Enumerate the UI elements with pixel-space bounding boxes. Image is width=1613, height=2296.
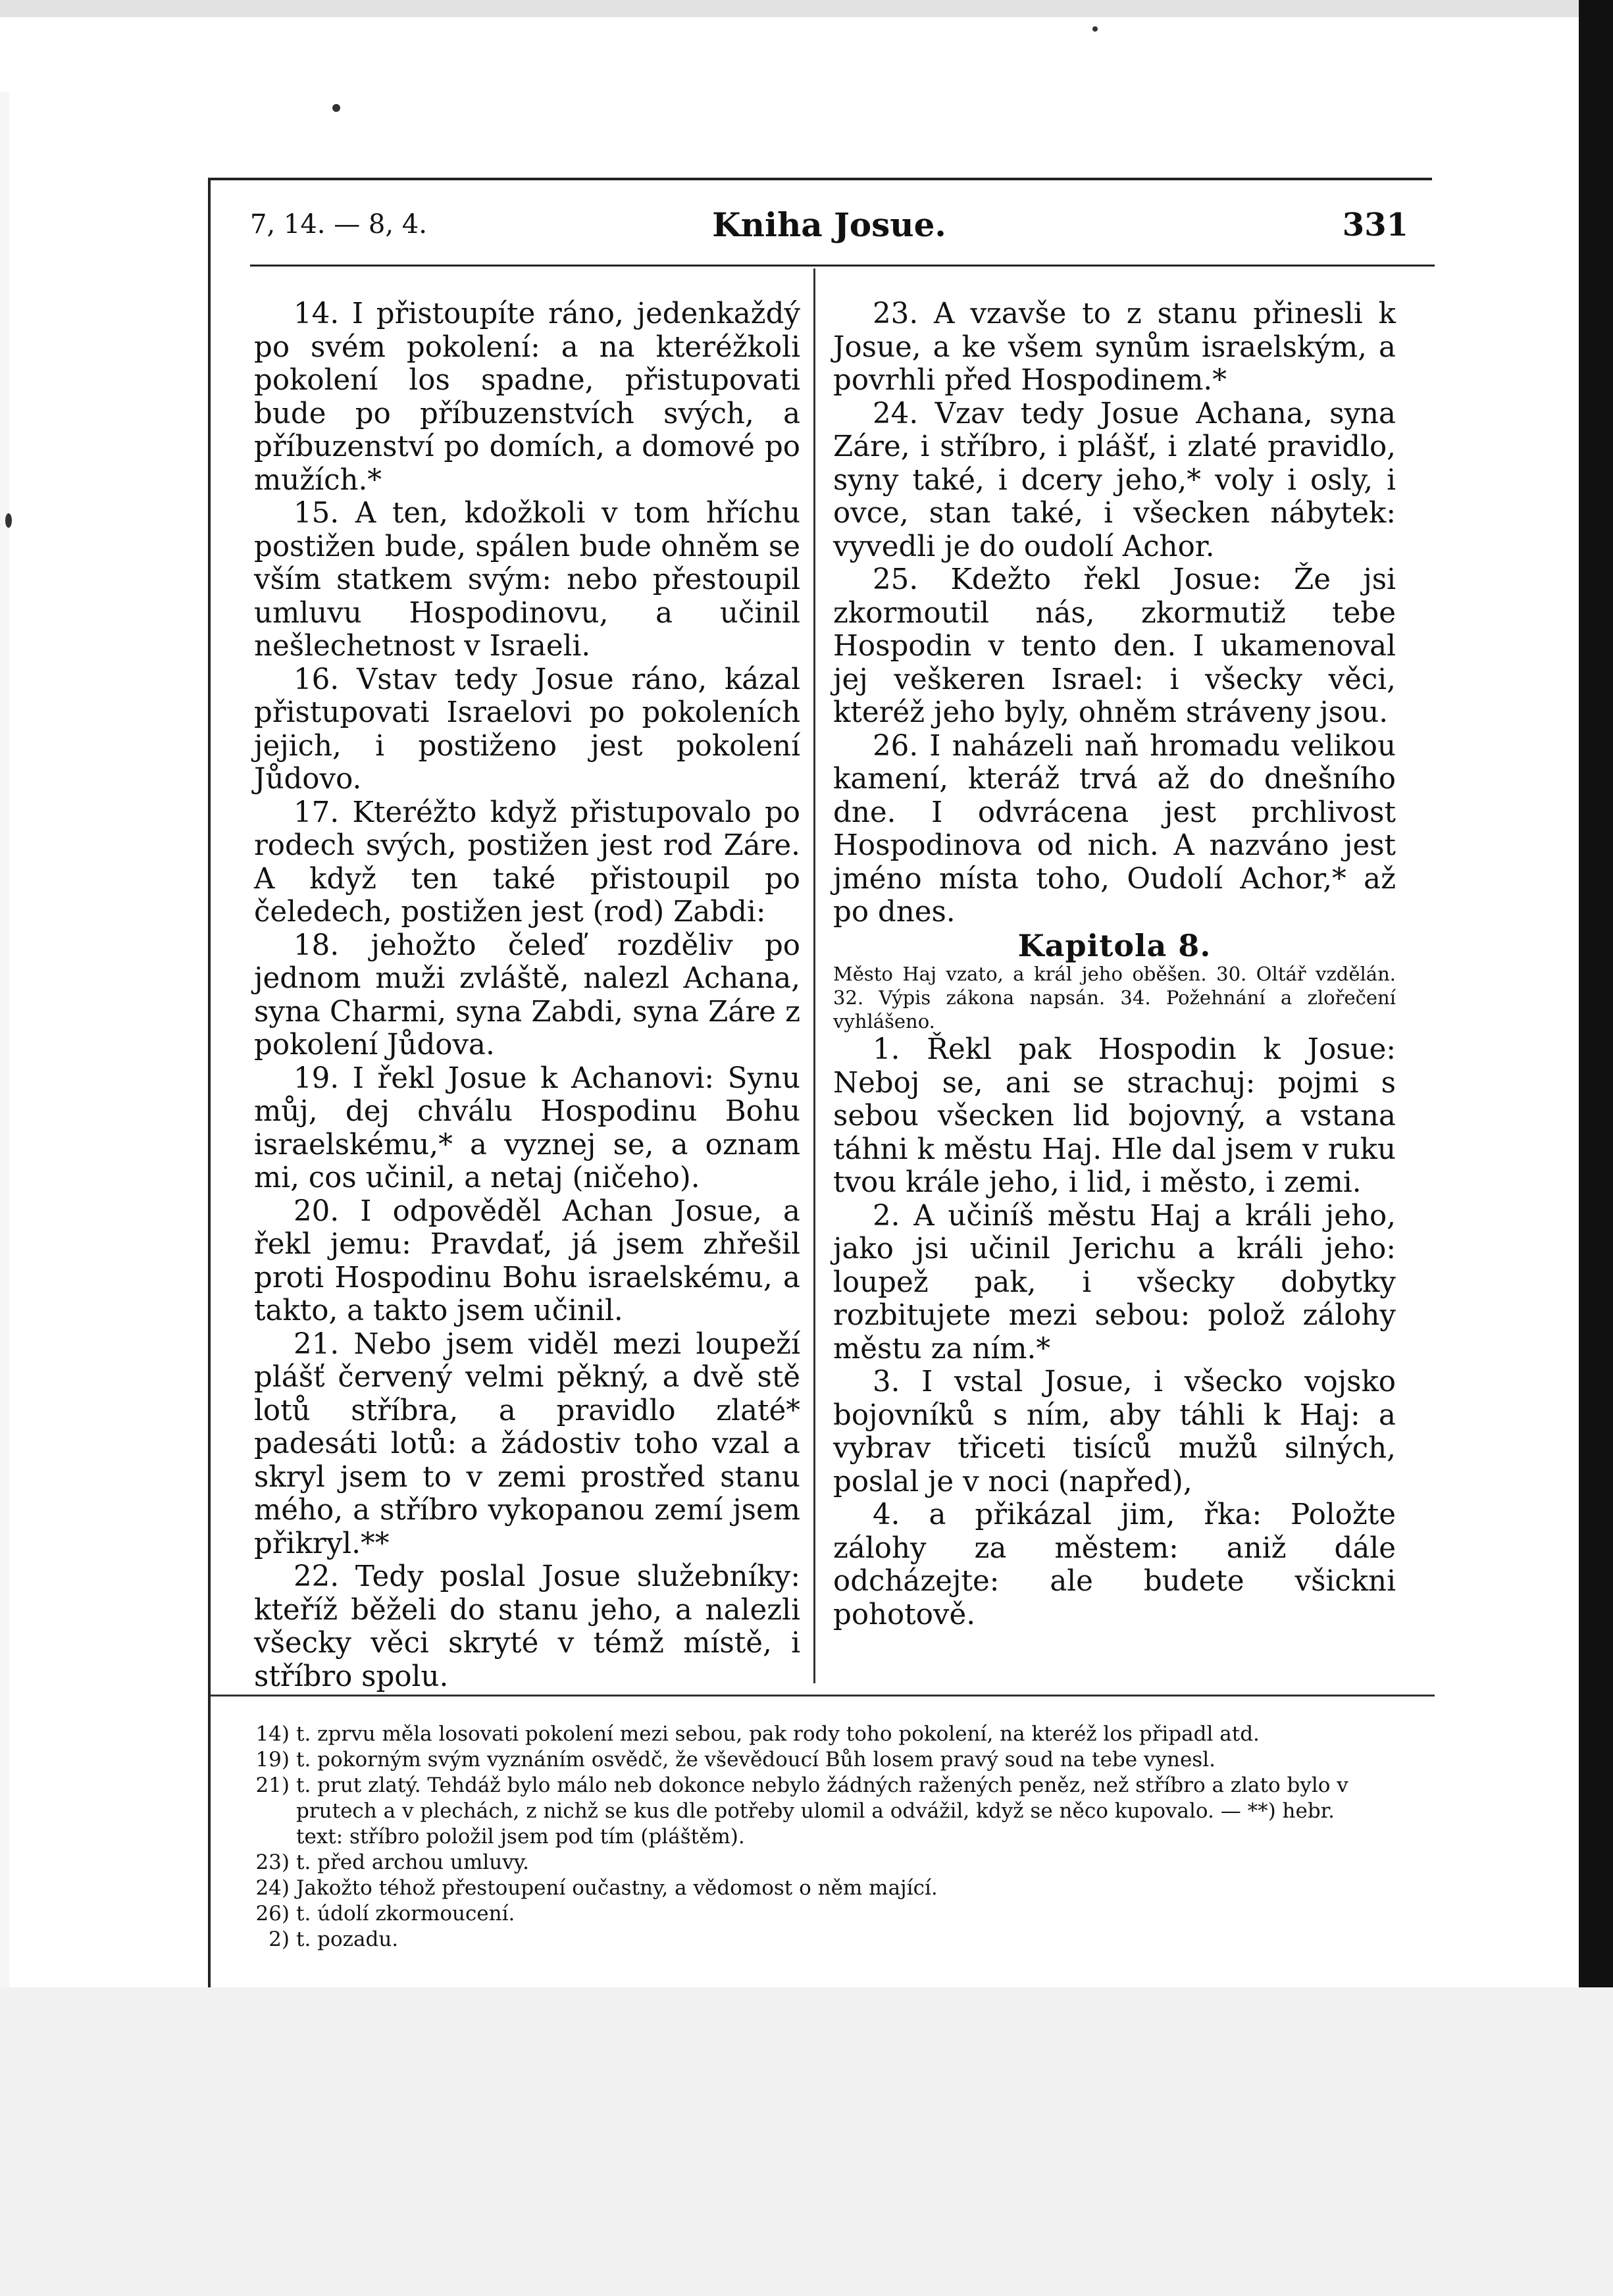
- footnote-mark: 19): [255, 1748, 290, 1772]
- verse: 25. Kdežto řekl Josue: Že jsi zkormoutil nás, zkormutiž tebe Hospodin v tento den. I ukamenoval jej veškeren Israel: i všecky věci, kteréž jeho byly, ohněm stráveny jsou.: [833, 563, 1396, 729]
- verse: 23. A vzavše to z stanu přinesli k Josue, a ke všem synům israelským, a povrhli před Hospodinem.*: [833, 297, 1396, 397]
- footnote-mark: 14): [255, 1722, 290, 1746]
- footnote-text: t. prut zlatý. Tehdáž bylo málo neb dokonce nebylo žádných ražených peněz, než stříbro a zlato bylo v prutech a v plechách, z nichž se kus dle potřeby ulomil a odvážil, když se něco kupovalo. — **) hebr. text: stříbro položil jsem pod tím (pláštěm).: [296, 1773, 1348, 1849]
- footnote-mark: 26): [255, 1902, 290, 1926]
- header-rule: [250, 265, 1435, 267]
- footnote-mark: 23): [255, 1850, 290, 1874]
- footnote: [237, 1722, 1382, 1747]
- book-title: Kniha Josue.: [712, 205, 946, 244]
- verse: 17. Kteréžto když přistupovalo po rodech svých, postižen jest rod Záre. A když ten také přistoupil po čeledech, postižen jest (rod) Zabdi:: [254, 796, 800, 929]
- verse: 14. I přistoupíte ráno, jedenkaždý po svém pokolení: a na kteréžkoli pokolení los spadne, přistupovati bude po příbuzenstvích svých, a příbuzenství po domích, a domové po mužích.*: [254, 297, 800, 497]
- footnote: [237, 1747, 1382, 1773]
- scan-top-edge: [0, 0, 1613, 17]
- running-header: [250, 205, 1408, 255]
- left-column: [254, 297, 800, 1693]
- verse: 15. A ten, kdožkoli v tom hříchu postižen bude, spálen bude ohněm se vším statkem svým: nebo přestoupil umluvu Hospodinovu, a učinil nešlechetnost v Israeli.: [254, 497, 800, 663]
- chapter-heading: Kapitola 8.: [1017, 927, 1212, 963]
- page-frame-top: [208, 178, 1432, 180]
- footnote: [237, 1875, 1382, 1901]
- footnote-text: Jakožto téhož přestoupení oučastny, a vědomost o něm mající.: [296, 1876, 938, 1900]
- verse: 19. I řekl Josue k Achanovi: Synu můj, dej chválu Hospodinu Bohu israelskému,* a vyznej se, a oznam mi, cos učinil, a netaj (ničeho).: [254, 1061, 800, 1194]
- verse: 4. a přikázal jim, řka: Položte zálohy za městem: aniž dále odcházejte: ale budete všickni pohotově.: [833, 1498, 1396, 1631]
- footnote-text: t. zprvu měla losovati pokolení mezi sebou, pak rody toho pokolení, na kteréž los připadl atd.: [296, 1722, 1260, 1746]
- footnote: [237, 1773, 1382, 1850]
- page-number: 331: [1342, 207, 1408, 243]
- verse: 24. Vzav tedy Josue Achana, syna Záre, i stříbro, i plášť, i zlaté pravidlo, syny také, i dcery jeho,* voly i osly, i ovce, stan také, i všecken nábytek: vyvedli je do oudolí Achor.: [833, 397, 1396, 563]
- dust-speck: [332, 104, 340, 112]
- footnote-text: t. pozadu.: [296, 1927, 399, 1951]
- footnote: [237, 1850, 1382, 1875]
- scan-right-edge: [1579, 0, 1613, 1987]
- footnote-mark: 21): [255, 1773, 290, 1797]
- dust-speck: [1092, 26, 1098, 32]
- verse: 2. A učiníš městu Haj a králi jeho, jako jsi učinil Jerichu a králi jeho: loupež pak, i všecky dobytky rozbitujete mezi sebou: polož zálohy městu za ním.*: [833, 1199, 1396, 1365]
- scan-left-edge: [0, 92, 9, 1987]
- footnote-text: t. pokorným svým vyznáním osvědč, že vševědoucí Bůh losem pravý soud na tebe vynesl.: [296, 1748, 1216, 1772]
- page-frame-left: [208, 178, 211, 1987]
- verse: 3. I vstal Josue, i všecko vojsko bojovníků s ním, aby táhli k Haj: a vybrav třiceti tisíců mužů silných, poslal je v noci (napřed),: [833, 1365, 1396, 1498]
- footnotes: [237, 1722, 1382, 1952]
- verse: 1. Řekl pak Hospodin k Josue: Neboj se, ani se strachuj: pojmi s sebou všecken lid bojovný, a vstana táhni k městu Haj. Hle dal jsem v ruku tvou krále jeho, i lid, i město, i zemi.: [833, 1033, 1396, 1199]
- verse: 26. I naházeli naň hromadu velikou kamení, kteráž trvá až do dnešního dne. I odvrácena jest prchlivost Hospodinova od nich. A nazváno jest jméno místa toho, Oudolí Achor,* až po dnes.: [833, 729, 1396, 929]
- verse: 16. Vstav tedy Josue ráno, kázal přistupovati Israelovi po pokoleních jejich, i postiženo jest pokolení Jůdovo.: [254, 663, 800, 796]
- footnote-mark: 24): [255, 1876, 290, 1900]
- footnote-mark: 2): [269, 1927, 290, 1951]
- column-divider: [813, 268, 815, 1683]
- footnote: [237, 1901, 1382, 1927]
- footnote-text: t. údolí zkormoucení.: [296, 1902, 515, 1926]
- verse: 20. I odpověděl Achan Josue, a řekl jemu: Pravdať, já jsem zhřešil proti Hospodinu Bohu israelskému, a takto, a takto jsem učinil.: [254, 1194, 800, 1327]
- footnote-rule: [211, 1695, 1435, 1696]
- verse: 18. jehožto čeleď rozděliv po jednom muži zvláště, nalezl Achana, syna Charmi, syna Zabdi, syna Záre z pokolení Jůdova.: [254, 929, 800, 1061]
- verse: 21. Nebo jsem viděl mezi loupeží plášť červený velmi pěkný, a dvě stě lotů stříbra, a pravidlo zlaté* padesáti lotů: a žádostiv toho vzal a skryl jsem to v zemi prostřed stanu mého, a stříbro vykopanou zemí jsem přikryl.**: [254, 1327, 800, 1560]
- footnote: [237, 1927, 1382, 1952]
- verse: 22. Tedy poslal Josue služebníky: kteříž běželi do stanu jeho, a nalezli všecky věci skryté v témž místě, i stříbro spolu.: [254, 1560, 800, 1693]
- chapter-verse-range: 7, 14. — 8, 4.: [250, 209, 427, 240]
- dust-speck: [5, 513, 12, 528]
- right-column: [833, 297, 1396, 1631]
- chapter-summary: Město Haj vzato, a král jeho oběšen. 30. Oltář vzdělán. 32. Výpis zákona napsán. 34. Požehnání a zlořečení vyhlášeno.: [833, 963, 1396, 1033]
- footnote-text: t. před archou umluvy.: [296, 1850, 529, 1874]
